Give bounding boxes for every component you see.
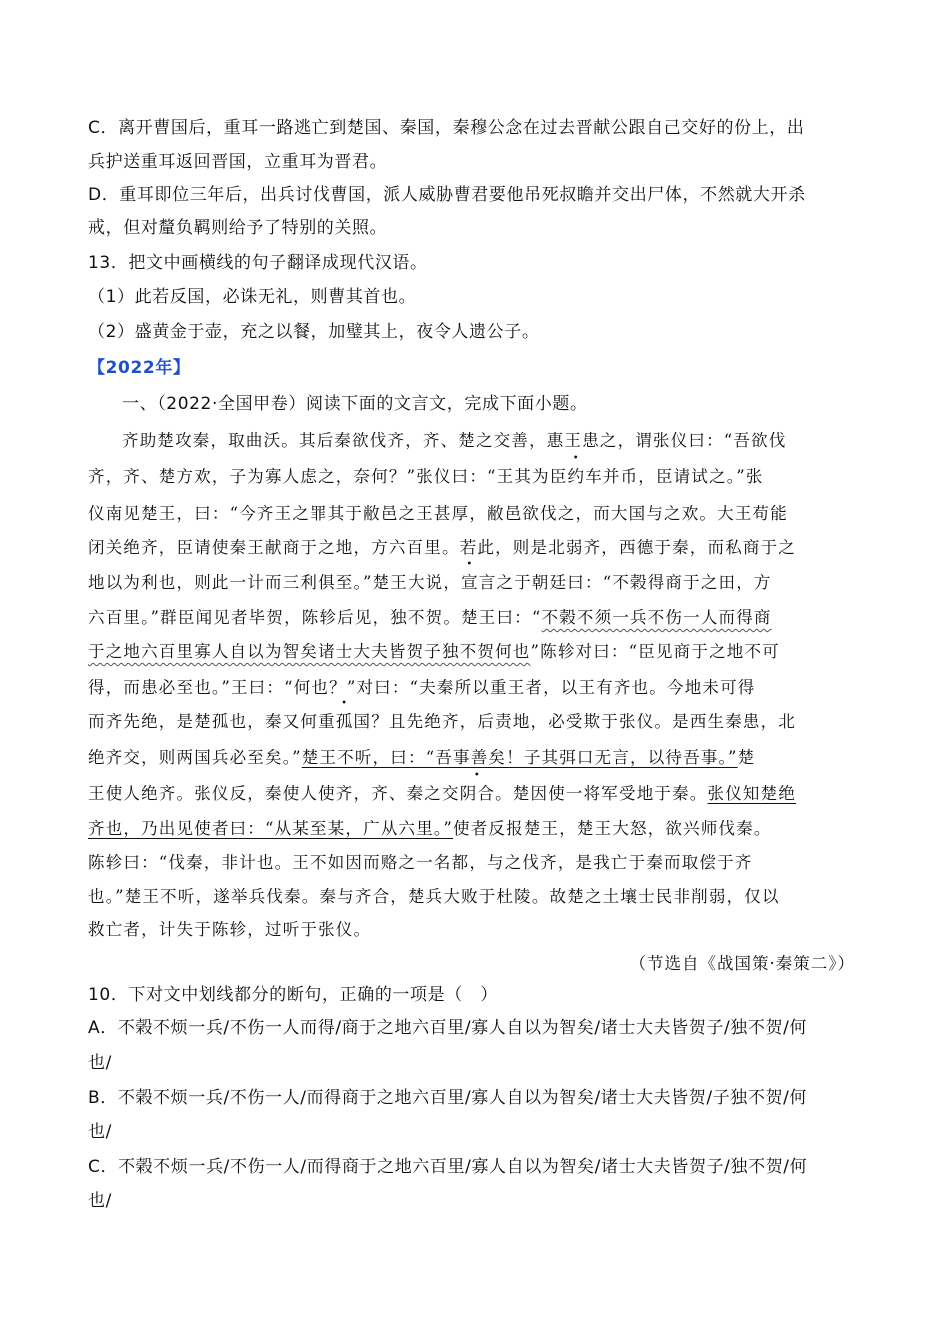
underlined-sentence: 齐也，乃出见使者曰：“从某至某，广从六里。” xyxy=(88,819,454,838)
dotted-word-gu: 孤 xyxy=(335,712,354,731)
passage-line-11 xyxy=(88,783,868,805)
passage-line-15: 救亡者，计失于陈轸，过听于张仪。 xyxy=(88,920,372,939)
passage-text: 地以为利也，则此一计而三利俱至。”楚王大说， xyxy=(88,573,462,592)
dotted-word-yue: 约 xyxy=(567,467,586,486)
passage-line-3: 仪南见楚王，曰：“今齐王之罪其于敝邑之王甚厚，敝邑欲伐之，而大国与之欢。大王苟能 xyxy=(88,504,788,523)
passage-text: 绝齐交，则两国兵必至矣。” xyxy=(88,748,302,767)
passage-text: 六百里。”群臣闻见者毕贺，陈轸后见，独不贺。楚王曰：“ xyxy=(88,608,542,627)
year-heading: 【2022年】 xyxy=(88,358,191,378)
passage-text: 国？且先绝齐，后责地，必受欺于张仪。是西生秦患，北 xyxy=(353,712,797,731)
passage-line-12 xyxy=(88,818,868,840)
option-a-line-1: A．不榖不烦一兵/不伤一人而得/商于之地六百里/寡人自以为智矣/诸士大夫皆贺子/独不贺/何 xyxy=(88,1018,807,1038)
passage-text: 齐，齐、楚方欢，子为寡人虑之，奈何？”张仪曰：“王其为臣 xyxy=(88,467,568,486)
passage-line-5 xyxy=(88,572,868,594)
passage-line-6 xyxy=(88,607,868,629)
question-13-item-2: （2）盛黄金于壶，充之以餐，加璧其上，夜令人遗公子。 xyxy=(88,322,540,342)
option-c2-line-2: 也/ xyxy=(88,1191,112,1211)
passage-line-4: 闭关绝齐，臣请使秦王献商于之地，方六百里。若此，则是北弱齐，西德于秦，而私商于之 xyxy=(88,538,796,557)
option-b-line-2: 也/ xyxy=(88,1122,112,1142)
option-d-line-1: D．重耳即位三年后，出兵讨伐曹国，派人威胁曹君要他吊死叔瞻并交出尸体，不然就大开杀 xyxy=(88,185,806,205)
option-c-line-2: 兵护送重耳返回晋国，立重耳为晋君。 xyxy=(88,152,388,172)
option-d-line-2: 戒，但对釐负羁则给予了特别的关照。 xyxy=(88,218,388,238)
question-13: 13．把文中画横线的句子翻译成现代汉语。 xyxy=(88,253,428,273)
passage-source: （节选自《战国策·秦策二》） xyxy=(629,954,855,973)
passage-text: 王使人绝齐。张仪反，秦使人使齐，齐、秦之交 xyxy=(88,784,460,803)
option-c-line-1: C．离开曹国后，重耳一路逃亡到楚国、秦国，秦穆公念在过去晋献公跟自己交好的份上，出 xyxy=(88,118,805,138)
passage-line-2 xyxy=(88,466,868,488)
passage-line-1: 齐助楚攻秦，取曲沃。其后秦欲伐齐，齐、楚之交善，惠王患之，谓张仪曰：“吾欲伐 xyxy=(122,431,787,450)
option-a-line-2: 也/ xyxy=(88,1053,112,1073)
passage-line-8: 得，而患必至也。”王曰：“何也？”对曰：“夫秦所以重王者，以王有齐也。今地未可得 xyxy=(88,678,756,697)
question-10: 10．下对文中划线都分的断句，正确的一项是（ ） xyxy=(88,985,499,1005)
passage-text: 言之于朝廷曰：“不榖得商于之田，方 xyxy=(478,573,772,592)
underlined-sentence: 张仪知楚绝 xyxy=(707,784,797,803)
passage-text: 使者反报楚王，楚王大怒，欲兴师伐秦。 xyxy=(453,819,772,838)
passage-line-14: 也。”楚王不听，遂举兵伐秦。秦与齐合，楚兵大败于杜陵。故楚之土壤士民非削弱，仅以 xyxy=(88,887,780,906)
dotted-word-yinhe: 阴合 xyxy=(459,784,496,803)
passage-text: 而齐先绝，是楚孤也，秦又何重 xyxy=(88,712,336,731)
option-b-line-1: B．不榖不烦一兵/不伤一人/而得商于之地六百里/寡人自以为智矣/诸士大夫皆贺/子独不贺/何 xyxy=(88,1088,808,1108)
reading-instruction: 一、（2022·全国甲卷）阅读下面的文言文，完成下面小题。 xyxy=(122,394,588,414)
passage-text: 车并币，臣请试之。”张 xyxy=(585,467,764,486)
passage-text: 楚 xyxy=(737,748,756,767)
passage-line-9 xyxy=(88,711,868,733)
passage-line-7 xyxy=(88,641,868,663)
wavy-underlined-segment: 于之地六百里寡人自以为智矣诸士大夫皆贺子独不贺何也 xyxy=(88,642,531,661)
underlined-sentence: 楚王不听，曰：“吾事善矣！子其弭口无言，以待吾事。” xyxy=(301,748,738,767)
question-13-item-1: （1）此若反国，必诛无礼，则曹其首也。 xyxy=(88,287,417,307)
passage-text: ”陈轸对曰：“臣见商于之地不可 xyxy=(530,642,780,661)
passage-line-10 xyxy=(88,747,868,769)
wavy-underlined-segment: 不榖不须一兵不伤一人而得商 xyxy=(541,608,772,627)
passage-line-13: 陈轸曰：“伐秦，非计也。王不如因而赂之一名都，与之伐齐，是我亡于秦而取偿于齐 xyxy=(88,853,753,872)
option-c2-line-1: C．不榖不烦一兵/不伤一人/而得商于之地六百里/寡人自以为智矣/诸士大夫皆贺子/独不贺/何 xyxy=(88,1157,808,1177)
passage-text: 。楚因使一将军受地于秦。 xyxy=(495,784,708,803)
dotted-word-xuan: 宣 xyxy=(461,573,479,592)
